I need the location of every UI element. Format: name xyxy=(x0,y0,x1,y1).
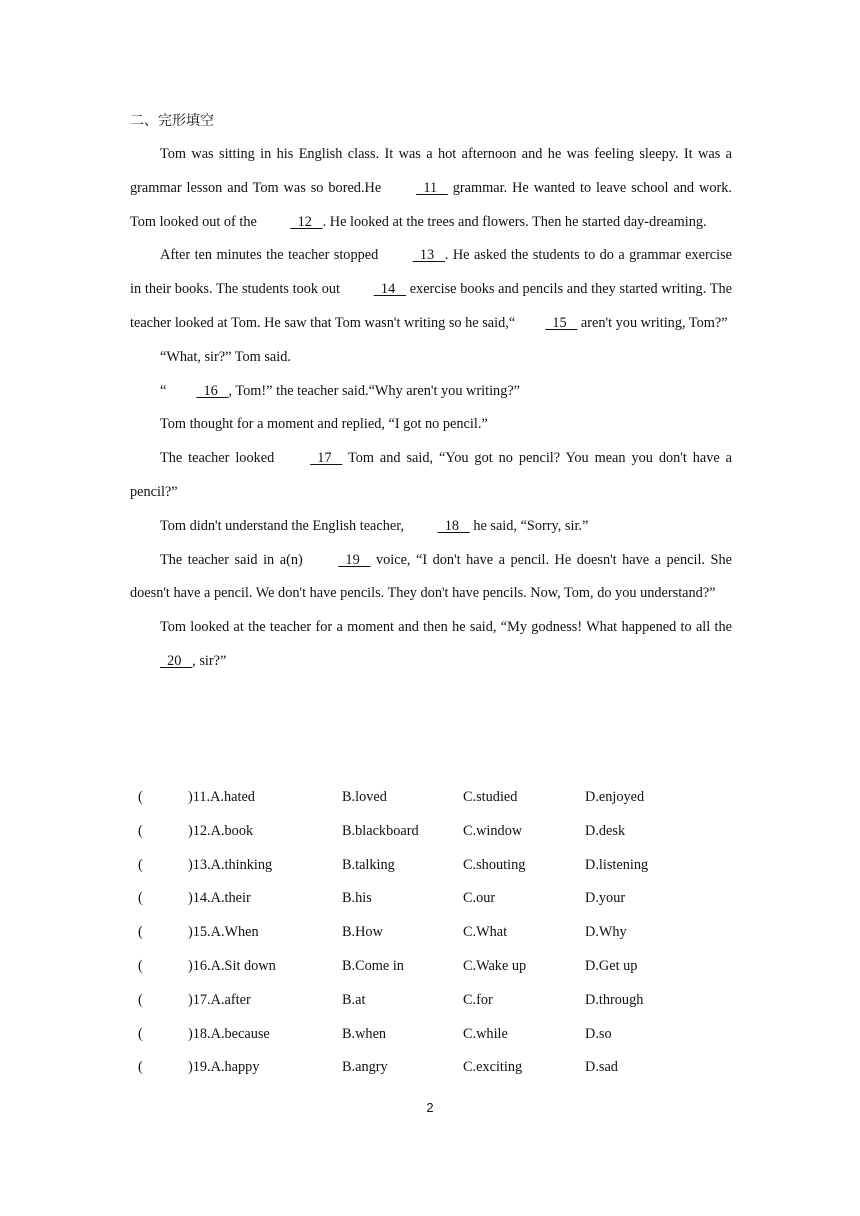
passage-text: . He looked at the trees and flowers. Then he started day-dreaming. xyxy=(322,213,707,230)
section-heading: 二、完形填空 xyxy=(130,113,214,129)
option-d: D.enjoyed xyxy=(585,789,645,805)
passage-text: “What, sir?” Tom said. xyxy=(160,348,291,365)
option-row xyxy=(130,1018,732,1052)
option-d: D.listening xyxy=(585,856,649,873)
option-row xyxy=(130,950,732,984)
passage-paragraph xyxy=(130,341,732,375)
passage-text: The teacher looked xyxy=(160,450,281,467)
option-a: )14.A.their xyxy=(188,890,251,907)
passage-paragraph xyxy=(130,510,732,544)
answer-paren[interactable]: ( xyxy=(138,822,143,839)
passage-text: Tom looked at the teacher for a moment and then he said, “My godness! What happened to all the xyxy=(160,619,732,636)
options-list xyxy=(130,781,732,1085)
option-c: C.our xyxy=(463,890,496,907)
option-row xyxy=(130,984,732,1018)
option-c: C.while xyxy=(463,1025,508,1042)
option-row xyxy=(130,916,732,950)
option-a: )11.A.hated xyxy=(188,789,255,805)
passage-text: grammar. He wanted to leave school and work. Tom looked out of the xyxy=(130,179,732,230)
option-a: )12.A.book xyxy=(188,822,254,839)
answer-blank[interactable]: 17 xyxy=(310,450,343,467)
option-c: C.shouting xyxy=(463,856,526,873)
passage-text: , Tom!” the teacher said.“Why aren't you writing?” xyxy=(228,382,521,399)
answer-blank[interactable]: 12 xyxy=(290,213,323,230)
option-c: C.What xyxy=(463,924,508,941)
passage-paragraph xyxy=(130,611,732,679)
passage-paragraph xyxy=(130,544,732,612)
passage-text: exercise books and pencils and they started writing. The teacher looked at Tom. He saw that Tom wasn't writing so he said,“ xyxy=(130,281,732,331)
answer-paren[interactable]: ( xyxy=(138,924,143,941)
option-d: D.Get up xyxy=(585,957,638,974)
passage-paragraph xyxy=(130,138,732,239)
option-d: D.your xyxy=(585,890,626,907)
option-a: )13.A.thinking xyxy=(188,856,273,873)
option-d: D.through xyxy=(585,991,644,1008)
passage-text: “ xyxy=(160,382,167,399)
option-b: B.Come in xyxy=(342,957,404,974)
passage-paragraph xyxy=(130,408,732,442)
passage-text: , sir?” xyxy=(192,652,227,669)
passage-text: Tom was sitting in his English class. It was a hot afternoon and he was feeling sleepy. It was a grammar lesson and Tom was so bored.He xyxy=(130,146,732,196)
passage-paragraph xyxy=(130,375,732,409)
option-b: B.at xyxy=(342,991,366,1008)
option-row xyxy=(130,815,732,849)
option-b: B.angry xyxy=(342,1059,388,1076)
passage-text: aren't you writing, Tom?” xyxy=(577,314,728,331)
passage-text: he said, “Sorry, sir.” xyxy=(469,517,589,534)
passage-text: . He asked the students to do a grammar exercise in their books. The students took out xyxy=(130,247,732,298)
option-c: C.studied xyxy=(463,789,518,805)
option-d: D.sad xyxy=(585,1059,618,1076)
page-number: 2 xyxy=(426,1100,434,1115)
option-b: B.blackboard xyxy=(342,822,419,839)
answer-blank[interactable]: 18 xyxy=(437,517,470,534)
option-b: B.loved xyxy=(342,789,387,805)
option-b: B.when xyxy=(342,1025,387,1042)
passage-text: Tom and said, “You got no pencil? You mean you don't have a pencil?” xyxy=(130,450,732,500)
option-row xyxy=(130,781,732,815)
answer-paren[interactable]: ( xyxy=(138,890,143,907)
option-a: )17.A.after xyxy=(188,991,251,1008)
option-d: D.desk xyxy=(585,822,626,839)
option-b: B.talking xyxy=(342,856,395,873)
answer-blank[interactable]: 14 xyxy=(373,281,406,298)
passage-text: voice, “I don't have a pencil. He doesn't have a pencil. She doesn't have a pencil. We don't have pencils. They don't have pencils. Now, Tom, do you understand?” xyxy=(130,551,733,602)
passage-text: The teacher said in a(n) xyxy=(160,551,309,568)
passage-text: Tom didn't understand the English teacher, xyxy=(160,517,408,534)
option-row xyxy=(130,1051,732,1085)
option-a: )15.A.When xyxy=(188,924,259,941)
answer-blank[interactable]: 11 xyxy=(416,179,448,196)
option-b: B.his xyxy=(342,890,372,907)
answer-paren[interactable]: ( xyxy=(138,856,143,873)
answer-blank[interactable]: 15 xyxy=(545,314,578,331)
option-a: )18.A.because xyxy=(188,1025,270,1042)
option-c: C.for xyxy=(463,991,493,1008)
answer-paren[interactable]: ( xyxy=(138,991,143,1008)
answer-blank[interactable]: 20 xyxy=(160,652,193,669)
option-a: )16.A.Sit down xyxy=(188,957,276,974)
option-d: D.so xyxy=(585,1025,612,1042)
passage-text: Tom thought for a moment and replied, “I got no pencil.” xyxy=(160,416,488,433)
option-c: C.window xyxy=(463,822,523,839)
option-b: B.How xyxy=(342,924,383,941)
answer-blank[interactable]: 16 xyxy=(196,382,229,399)
answer-blank[interactable]: 19 xyxy=(338,551,371,568)
passage-text: After ten minutes the teacher stopped xyxy=(160,247,383,264)
answer-paren[interactable]: ( xyxy=(138,957,143,974)
option-row xyxy=(130,849,732,883)
option-c: C.Wake up xyxy=(463,957,527,974)
passage-paragraph xyxy=(130,442,732,510)
answer-blank[interactable]: 13 xyxy=(412,247,445,264)
option-d: D.Why xyxy=(585,924,627,941)
option-c: C.exciting xyxy=(463,1059,523,1076)
answer-paren[interactable]: ( xyxy=(138,1025,143,1042)
passage-paragraph xyxy=(130,239,732,340)
option-a: )19.A.happy xyxy=(188,1059,260,1076)
cloze-passage xyxy=(130,138,732,679)
answer-paren[interactable]: ( xyxy=(138,1059,143,1076)
option-row xyxy=(130,882,732,916)
answer-paren[interactable]: ( xyxy=(138,789,143,805)
